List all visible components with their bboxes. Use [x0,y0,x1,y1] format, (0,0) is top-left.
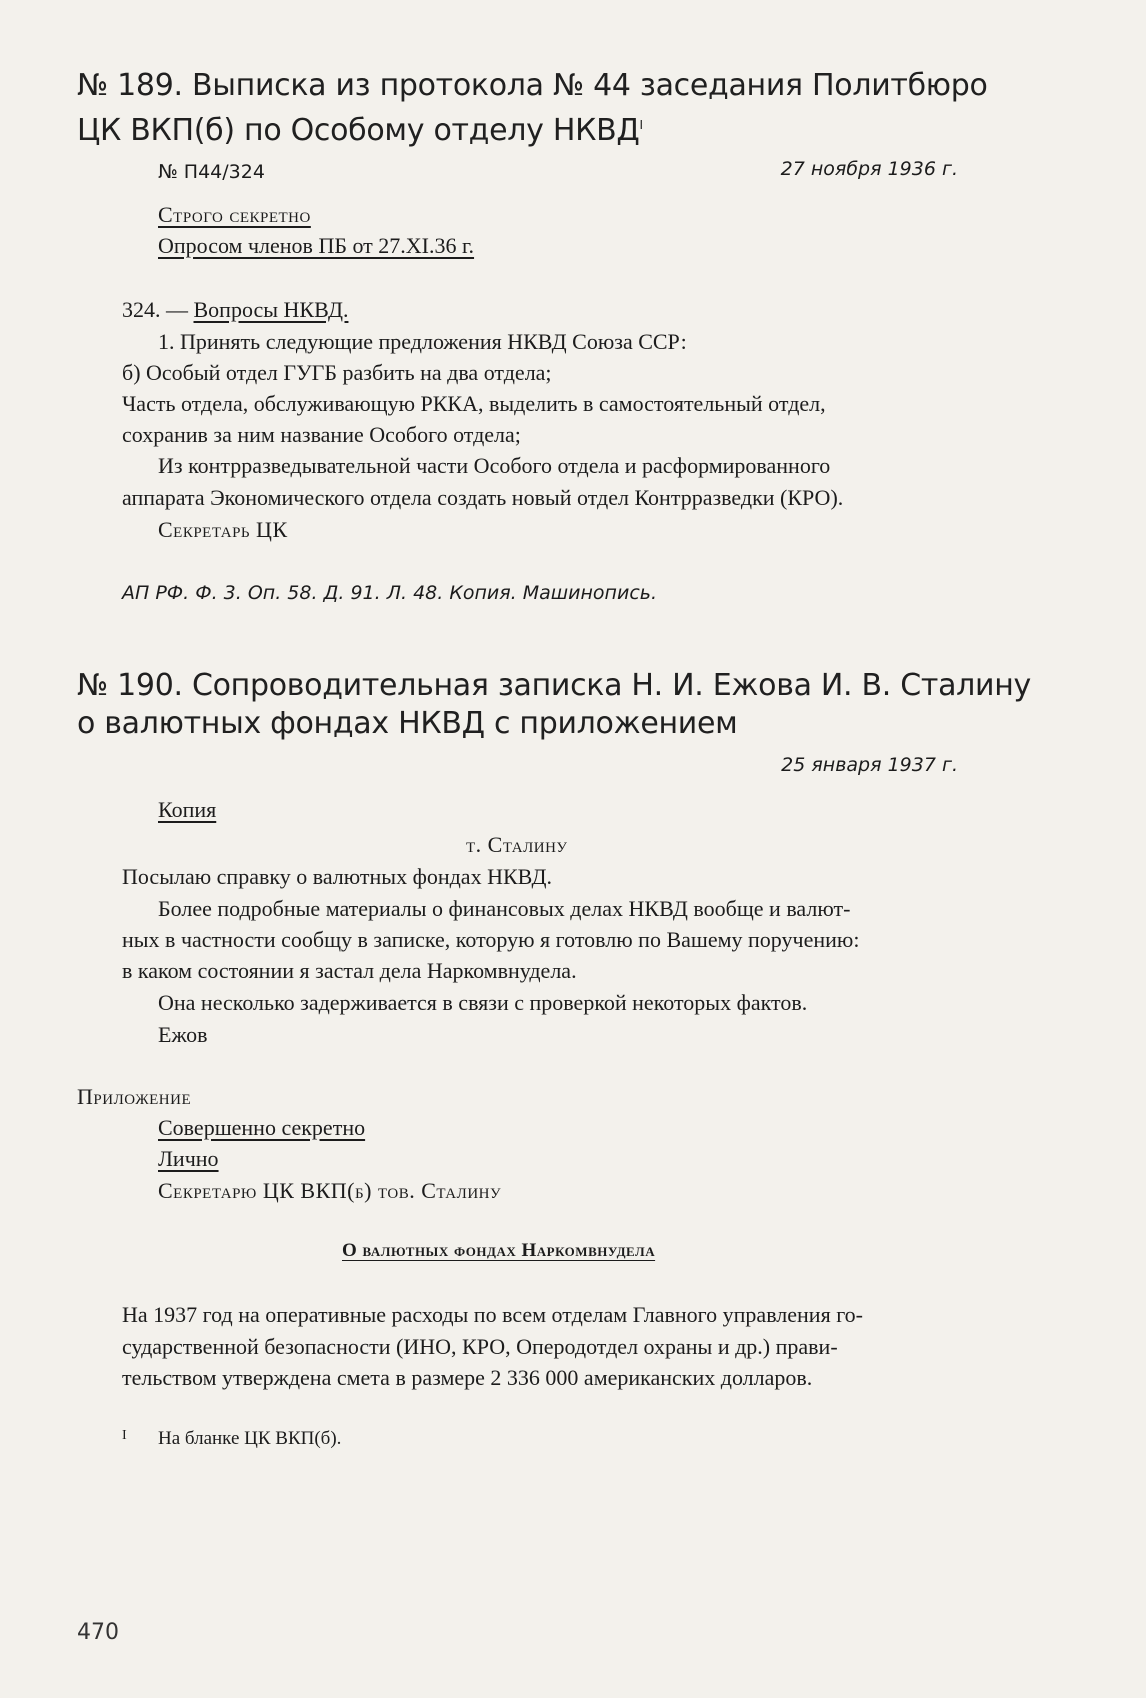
page-number: 470 [77,1620,119,1645]
doc189-poll: Опросом членов ПБ от 27.XI.36 г. [158,233,475,258]
doc190-copy-label: Копия [158,797,217,822]
doc190-signature: Ежов [158,1022,208,1047]
doc189-title-line2 [77,106,643,150]
doc189-item-title: Вопросы НКВД. [193,297,349,322]
doc190-line: Она несколько задерживается в связи с проверкой некоторых фактов. [158,990,808,1015]
appendix-addressee: Секретарю ЦК ВКП(б) тов. Сталину [158,1178,502,1203]
appendix-personal: Лично [158,1146,219,1171]
doc189-line: 1. Принять следующие предложения НКВД Союза ССР: [158,329,687,354]
doc190-line: ных в частности сообщу в записке, которую я готовлю по Вашему поручению: [122,927,860,952]
doc189-line: б) Особый отдел ГУГБ разбить на два отдела; [122,360,552,385]
doc190-addressee: т. Сталину [466,832,568,857]
doc189-item-number: 324. — [122,297,188,322]
doc189-date: 27 ноября 1936 г. [780,158,958,180]
doc189-source: АП РФ. Ф. 3. Оп. 58. Д. 91. Л. 48. Копия. Машинопись. [122,582,657,604]
appendix-line: тельством утверждена смета в размере 2 336 000 американских долларов. [122,1365,813,1390]
doc189-title-line1: № 189. Выписка из протокола № 44 заседания Политбюро [77,68,988,103]
doc190-title-line2: о валютных фондах НКВД с приложением [77,706,738,741]
doc189-number: № П44/324 [158,161,265,183]
appendix-line: сударственной безопасности (ИНО, КРО, Оперодотдел охраны и др.) прави- [122,1334,838,1359]
appendix-title: О валютных фондах Наркомвнудела [342,1240,656,1261]
doc189-item [122,293,348,326]
doc190-line: Более подробные материалы о финансовых делах НКВД вообще и валют- [158,896,851,921]
appendix-label: Приложение [77,1084,192,1109]
doc189-line: сохранив за ним название Особого отдела; [122,422,521,447]
footnote-mark: I [122,1428,127,1443]
doc190-line: Посылаю справку о валютных фондах НКВД. [122,864,552,889]
doc189-title-text: ЦК ВКП(б) по Особому отделу НКВД [77,113,640,148]
doc190-line: в каком состоянии я застал дела Наркомвнудела. [122,958,577,983]
appendix-secrecy: Совершенно секретно [158,1115,366,1140]
appendix-line: На 1937 год на оперативные расходы по всем отделам Главного управления го- [122,1302,863,1327]
doc189-secrecy: Строго секретно [158,202,311,227]
doc189-line: Часть отдела, обслуживающую РККА, выделить в самостоятельный отдел, [122,391,826,416]
footnote-text: На бланке ЦК ВКП(б). [158,1428,342,1449]
doc189-signature: Секретарь ЦК [158,517,288,542]
doc190-date: 25 января 1937 г. [781,754,958,776]
doc190-title-line1: № 190. Сопроводительная записка Н. И. Ежова И. В. Сталину [77,668,1032,703]
doc189-line: аппарата Экономического отдела создать новый отдел Контрразведки (КРО). [122,485,844,510]
doc189-footnote-mark: I [639,118,643,132]
doc189-line: Из контрразведывательной части Особого отдела и расформированного [158,453,831,478]
